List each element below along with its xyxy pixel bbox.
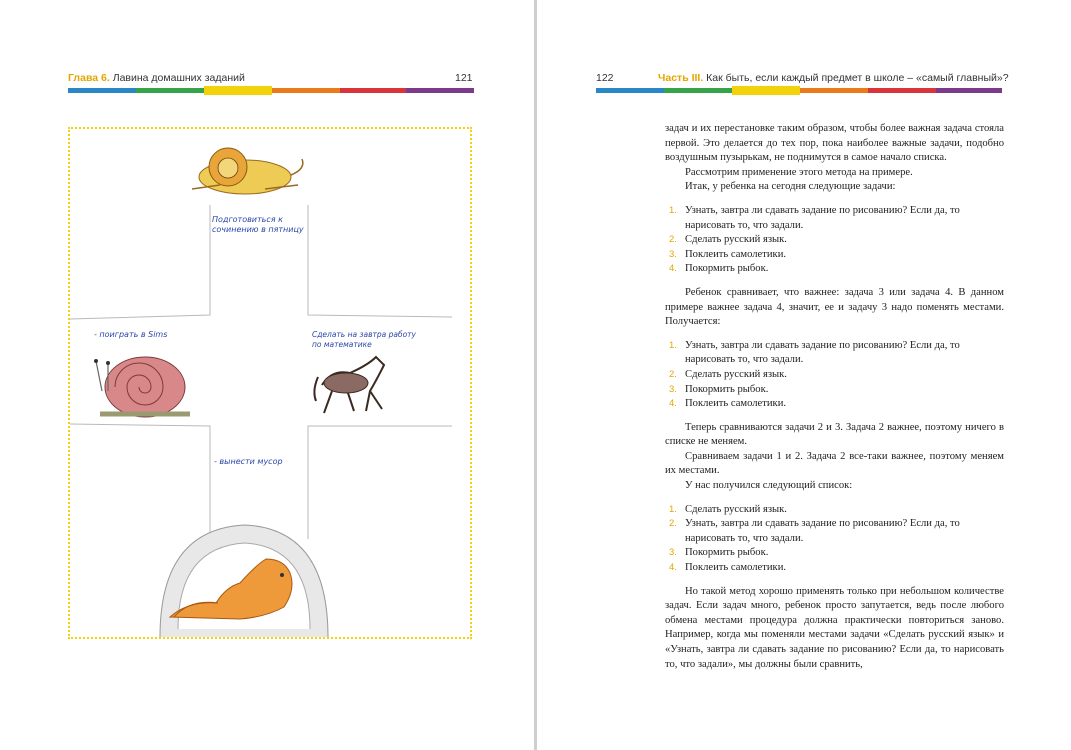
left-color-bar — [68, 88, 474, 93]
left-page-number: 121 — [455, 72, 473, 84]
color-bar-segment — [340, 88, 406, 93]
list-text: Поклеить самолетики. — [685, 398, 787, 410]
list-text: Поклеить самолетики. — [685, 562, 787, 574]
list-number: 3. — [669, 248, 677, 260]
cross-outline — [70, 205, 210, 319]
list-item — [665, 339, 1004, 368]
list-item — [665, 561, 1004, 576]
right-color-bar — [596, 88, 1002, 93]
list-item — [665, 233, 1004, 248]
list-item — [665, 383, 1004, 398]
note-math — [312, 330, 416, 350]
list-item — [665, 517, 1004, 546]
color-bar-segment — [136, 88, 204, 93]
list-item — [665, 397, 1004, 412]
chapter-title: Лавина домашних заданий — [112, 72, 245, 84]
list-item — [665, 248, 1004, 263]
paragraph: Итак, у ребенка на сегодня следующие задачи: — [685, 181, 896, 193]
color-bar-segment — [272, 88, 340, 93]
list-text: Сделать русский язык. — [685, 503, 787, 515]
list-item — [665, 204, 1004, 233]
color-bar-segment — [868, 88, 936, 93]
color-bar-segment — [664, 88, 732, 93]
color-bar-segment — [732, 86, 800, 95]
note-line: Сделать на завтра работу — [312, 330, 416, 339]
list-number: 2. — [669, 518, 677, 530]
color-bar-segment — [596, 88, 664, 93]
task-list-3 — [665, 503, 1004, 576]
paragraph: Но такой метод хорошо применять только при небольшом количестве задач. Если задач много, ребенок просто запутается, ведь после любого обмена местами процедура должна практически повториться заново. Например, когда мы поменяли местами задачи «Сделать русский язык» и «Узнать, завтра ли сдавать задание по рисованию? Если да, то нарисовать то, что задали», мы должны были сравнить, — [665, 585, 1004, 670]
lion-drawing — [192, 148, 303, 194]
list-number: 4. — [669, 562, 677, 574]
list-text: Покормить рыбок. — [685, 547, 769, 559]
list-number: 2. — [669, 368, 677, 380]
list-text: Покормить рыбок. — [685, 263, 769, 275]
list-number: 4. — [669, 263, 677, 275]
color-bar-segment — [936, 88, 1002, 93]
snail-drawing — [94, 357, 190, 417]
list-text: Поклеить самолетики. — [685, 248, 787, 260]
list-number: 1. — [669, 204, 677, 216]
left-running-header — [68, 72, 245, 86]
part-label: Часть III. — [658, 72, 704, 84]
note-trash: - вынести мусор — [214, 457, 283, 466]
note-line: по математике — [312, 340, 372, 349]
list-text: Сделать русский язык. — [685, 234, 787, 246]
paragraph: Теперь сравниваются задачи 2 и 3. Задача 2 важнее, поэтому ничего в списке не меняем. — [665, 421, 1004, 448]
color-bar-segment — [204, 86, 272, 95]
paragraph: Сравниваем задачи 1 и 2. Задача 2 все-таки важнее, поэтому меняем их местами. — [665, 450, 1004, 477]
list-text: Покормить рыбок. — [685, 383, 769, 395]
part-title: Как быть, если каждый предмет в школе – «самый главный»? — [706, 72, 1009, 84]
cross-outline — [308, 426, 452, 521]
chapter-label: Глава 6. — [68, 72, 110, 84]
list-item — [665, 503, 1004, 518]
paragraph: Ребенок сравнивает, что важнее: задача 3 или задача 4. В данном примере важнее задача 4, значит, ее и задачу 3 надо поменять местами. Получается: — [665, 286, 1004, 328]
note-sims: - поиграть в Sims — [94, 330, 168, 339]
list-item — [665, 546, 1004, 561]
list-number: 2. — [669, 234, 677, 246]
list-number: 1. — [669, 503, 677, 515]
list-text: Узнать, завтра ли сдавать задание по рисованию? Если да, то нарисовать то, что задали. — [685, 518, 960, 544]
list-text: Узнать, завтра ли сдавать задание по рисованию? Если да, то нарисовать то, что задали. — [685, 339, 960, 366]
drawing-illustration — [70, 129, 470, 637]
cross-outline — [70, 424, 210, 521]
cross-outline — [308, 205, 452, 317]
body-text — [665, 122, 1004, 672]
child-drawing — [68, 127, 472, 639]
note-line: сочинению в пятницу — [212, 225, 304, 234]
note-essay — [212, 215, 304, 235]
list-item — [665, 368, 1004, 383]
color-bar-segment — [800, 88, 868, 93]
color-bar-segment — [406, 88, 474, 93]
list-text: Узнать, завтра ли сдавать задание по рисованию? Если да, то нарисовать то, что задали. — [685, 204, 960, 231]
paragraph: задач и их перестановке таким образом, чтобы более важная задача стояла первой. Это делается до тех пор, пока наиболее важные задачи, подобно воздушным пузырькам, не поднимутся в самое начало списка. — [665, 123, 1004, 164]
horse-drawing — [314, 357, 384, 413]
list-item — [665, 262, 1004, 277]
paragraph: У нас получился следующий список: — [685, 480, 853, 492]
color-bar-segment — [68, 88, 136, 93]
list-text: Сделать русский язык. — [685, 368, 787, 380]
note-line: Подготовиться к — [212, 215, 283, 224]
paragraph: Рассмотрим применение этого метода на примере. — [685, 166, 913, 178]
task-list-1 — [665, 204, 1004, 277]
task-list-2 — [665, 339, 1004, 412]
list-number: 4. — [669, 398, 677, 410]
list-number: 3. — [669, 547, 677, 559]
left-page — [0, 0, 534, 750]
right-running-header — [658, 72, 1009, 86]
list-number: 3. — [669, 383, 677, 395]
right-page-number: 122 — [596, 72, 614, 84]
list-number: 1. — [669, 339, 677, 351]
